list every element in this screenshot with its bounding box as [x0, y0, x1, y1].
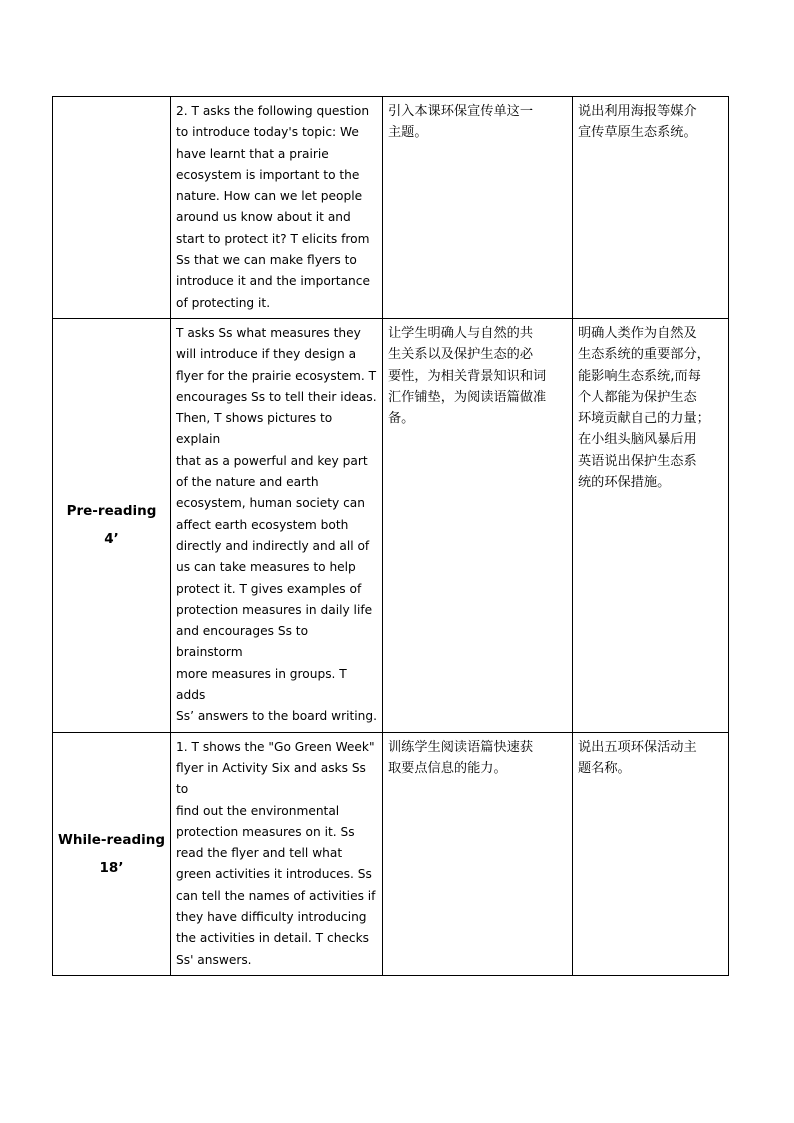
learning-outcome: 说出利用海报等媒介 宣传草原生态系统。 — [573, 97, 729, 319]
stage-cell — [53, 97, 171, 319]
activity-purpose: 训练学生阅读语篇快速获 取要点信息的能力。 — [383, 732, 573, 975]
stage-time: 4’ — [104, 531, 119, 548]
activity-purpose: 引入本课环保宣传单这一 主题。 — [383, 97, 573, 319]
stage-name: Pre-reading — [66, 503, 157, 520]
teaching-activity: 2. T asks the following question to introduce today's topic: We have learnt that a prairie ecosystem is important to the nature. How can we let people around us know about it and start to protect it? T elicits from Ss that we can make flyers to introduce it and the importance of protecting it. — [171, 97, 383, 319]
stage-name: While-reading — [58, 831, 166, 848]
lesson-plan-table — [52, 96, 729, 976]
table-row — [53, 732, 729, 975]
activity-purpose: 让学生明确人与自然的共 生关系以及保护生态的必 要性，为相关背景知识和词 汇作铺垫，为阅读语篇做准 备。 — [383, 318, 573, 732]
table-row — [53, 97, 729, 319]
teaching-activity: 1. T shows the "Go Green Week" flyer in Activity Six and asks Ss to find out the environmental protection measures on it. Ss read the flyer and tell what green activities it introduces. Ss can tell the names of activities if they have difficulty introducing the activities in detail. T checks Ss' answers. — [171, 732, 383, 975]
stage-cell — [53, 318, 171, 732]
stage-cell — [53, 732, 171, 975]
learning-outcome: 明确人类作为自然及 生态系统的重要部分， 能影响生态系统,而每 个人都能为保护生态 环境贡献自己的力量； 在小组头脑风暴后用 英语说出保护生态系 统的环保措施。 — [573, 318, 729, 732]
table-row — [53, 318, 729, 732]
lesson-plan-page — [52, 96, 728, 976]
learning-outcome: 说出五项环保活动主 题名称。 — [573, 732, 729, 975]
teaching-activity: T asks Ss what measures they will introduce if they design a flyer for the prairie ecosystem. T encourages Ss to tell their ideas. Then, T shows pictures to explain that as a powerful and key part of the nature and earth ecosystem, human society can affect earth ecosystem both directly and indirectly and all of us can take measures to help protect it. T gives examples of protection measures in daily life and encourages Ss to brainstorm more measures in groups. T adds Ss’ answers to the board writing. — [171, 318, 383, 732]
stage-time: 18’ — [99, 859, 124, 876]
